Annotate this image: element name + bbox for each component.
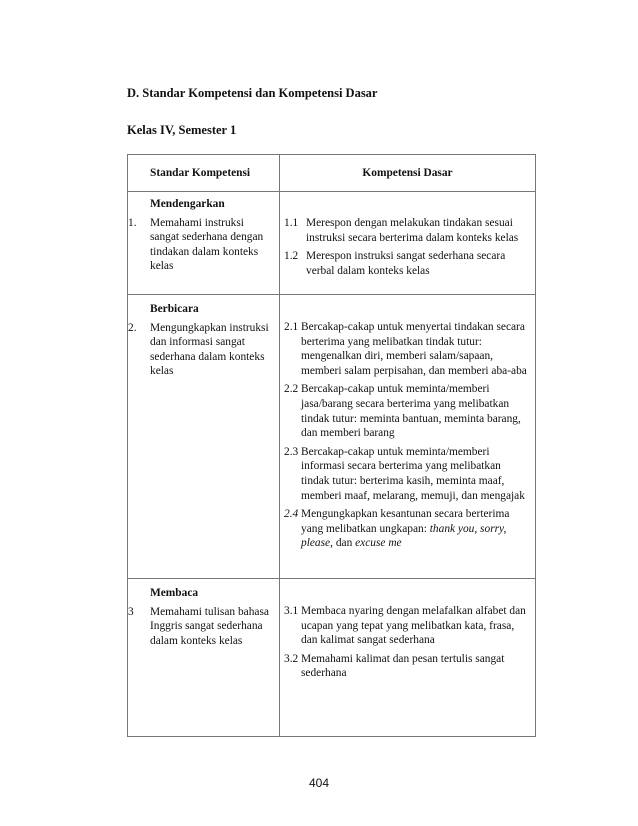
skill-title: Berbicara bbox=[150, 303, 199, 315]
header-kompetensi-dasar: Kompetensi Dasar bbox=[280, 155, 536, 192]
kd-number: 3.2 bbox=[284, 652, 299, 665]
kd-text: Merespon instruksi sangat sederhana secara verbal dalam konteks kelas bbox=[306, 250, 506, 277]
kd-text-italic: thank you, sorry, please, bbox=[301, 522, 507, 550]
kd-item bbox=[284, 604, 535, 648]
kd-item bbox=[284, 320, 535, 378]
kd-text-italic: excuse me bbox=[355, 537, 402, 550]
kd-item bbox=[284, 216, 535, 245]
kd-text: dan bbox=[335, 537, 353, 550]
table-row bbox=[128, 192, 536, 295]
kd-text: Bercakap-cakap untuk meminta/memberi informasi secara berterima yang melibatkan tindak tutur: berterima kasih, meminta maaf, memberi maaf, melarang, memuji, dan mengajak bbox=[301, 445, 525, 502]
sk-item bbox=[128, 605, 279, 649]
kd-item bbox=[284, 507, 535, 551]
kd-text: Merespon dengan melakukan tindakan sesuai instruksi secara berterima dalam konteks kelas bbox=[306, 217, 519, 244]
kd-number: 2.4 bbox=[284, 508, 299, 521]
kd-item bbox=[284, 652, 535, 681]
kd-text: Membaca nyaring dengan melafalkan alfabet dan ucapan yang tepat yang melibatkan kata, frasa, dan kalimat sangat sederhana bbox=[301, 605, 526, 647]
class-semester-heading: Kelas IV, Semester 1 bbox=[127, 123, 237, 137]
kd-cell bbox=[280, 192, 536, 295]
sk-cell bbox=[128, 295, 280, 579]
kd-cell bbox=[280, 579, 536, 737]
sk-number: 3 bbox=[128, 605, 134, 618]
kd-text: Memahami kalimat dan pesan tertulis sangat sederhana bbox=[301, 652, 505, 680]
sk-number: 1. bbox=[128, 216, 137, 229]
sk-text: Memahami instruksi sangat sederhana dengan tindakan dalam konteks kelas bbox=[150, 216, 264, 273]
skill-title: Mendengarkan bbox=[150, 198, 225, 210]
kd-item bbox=[284, 445, 535, 503]
sk-cell bbox=[128, 579, 280, 737]
table-row bbox=[128, 579, 536, 737]
kd-item bbox=[284, 382, 535, 440]
sk-cell bbox=[128, 192, 280, 295]
sk-text: Mengungkapkan instruksi dan informasi sangat sederhana dalam konteks kelas bbox=[150, 321, 269, 378]
header-standar-kompetensi: Standar Kompetensi bbox=[128, 155, 280, 192]
kd-number: 3.1 bbox=[284, 605, 299, 617]
sk-number: 2. bbox=[128, 321, 137, 334]
kd-number: 1.2 bbox=[284, 250, 299, 263]
kd-text: Bercakap-cakap untuk meminta/memberi jasa/barang secara berterima yang melibatkan tindak tutur: meminta bantuan, meminta barang, dan memberi barang bbox=[301, 383, 521, 440]
kd-number: 2.2 bbox=[284, 383, 299, 396]
kd-item bbox=[284, 249, 535, 278]
table-header-row bbox=[128, 155, 536, 192]
competency-table bbox=[127, 154, 536, 737]
page-number: 404 bbox=[308, 776, 330, 790]
sk-item bbox=[128, 216, 279, 274]
kd-number: 2.1 bbox=[284, 321, 299, 333]
kd-text: Bercakap-cakap untuk menyertai tindakan secara berterima yang melibatkan tindak tutur: mengenalkan diri, memberi salam/sapaan, memberi salam perpisahan, dan memberi aba-aba bbox=[301, 321, 527, 377]
kd-number: 1.1 bbox=[284, 217, 299, 229]
section-heading: D. Standar Kompetensi dan Kompetensi Dasar bbox=[127, 86, 378, 100]
table-row bbox=[128, 295, 536, 579]
sk-text: Memahami tulisan bahasa Inggris sangat sederhana dalam konteks kelas bbox=[150, 605, 269, 647]
kd-text: Mengungkapkan kesantunan secara berterima yang melibatkan ungkapan: bbox=[301, 508, 510, 535]
skill-title: Membaca bbox=[150, 587, 199, 599]
kd-cell bbox=[280, 295, 536, 579]
sk-item bbox=[128, 321, 279, 379]
kd-number: 2.3 bbox=[284, 445, 299, 458]
